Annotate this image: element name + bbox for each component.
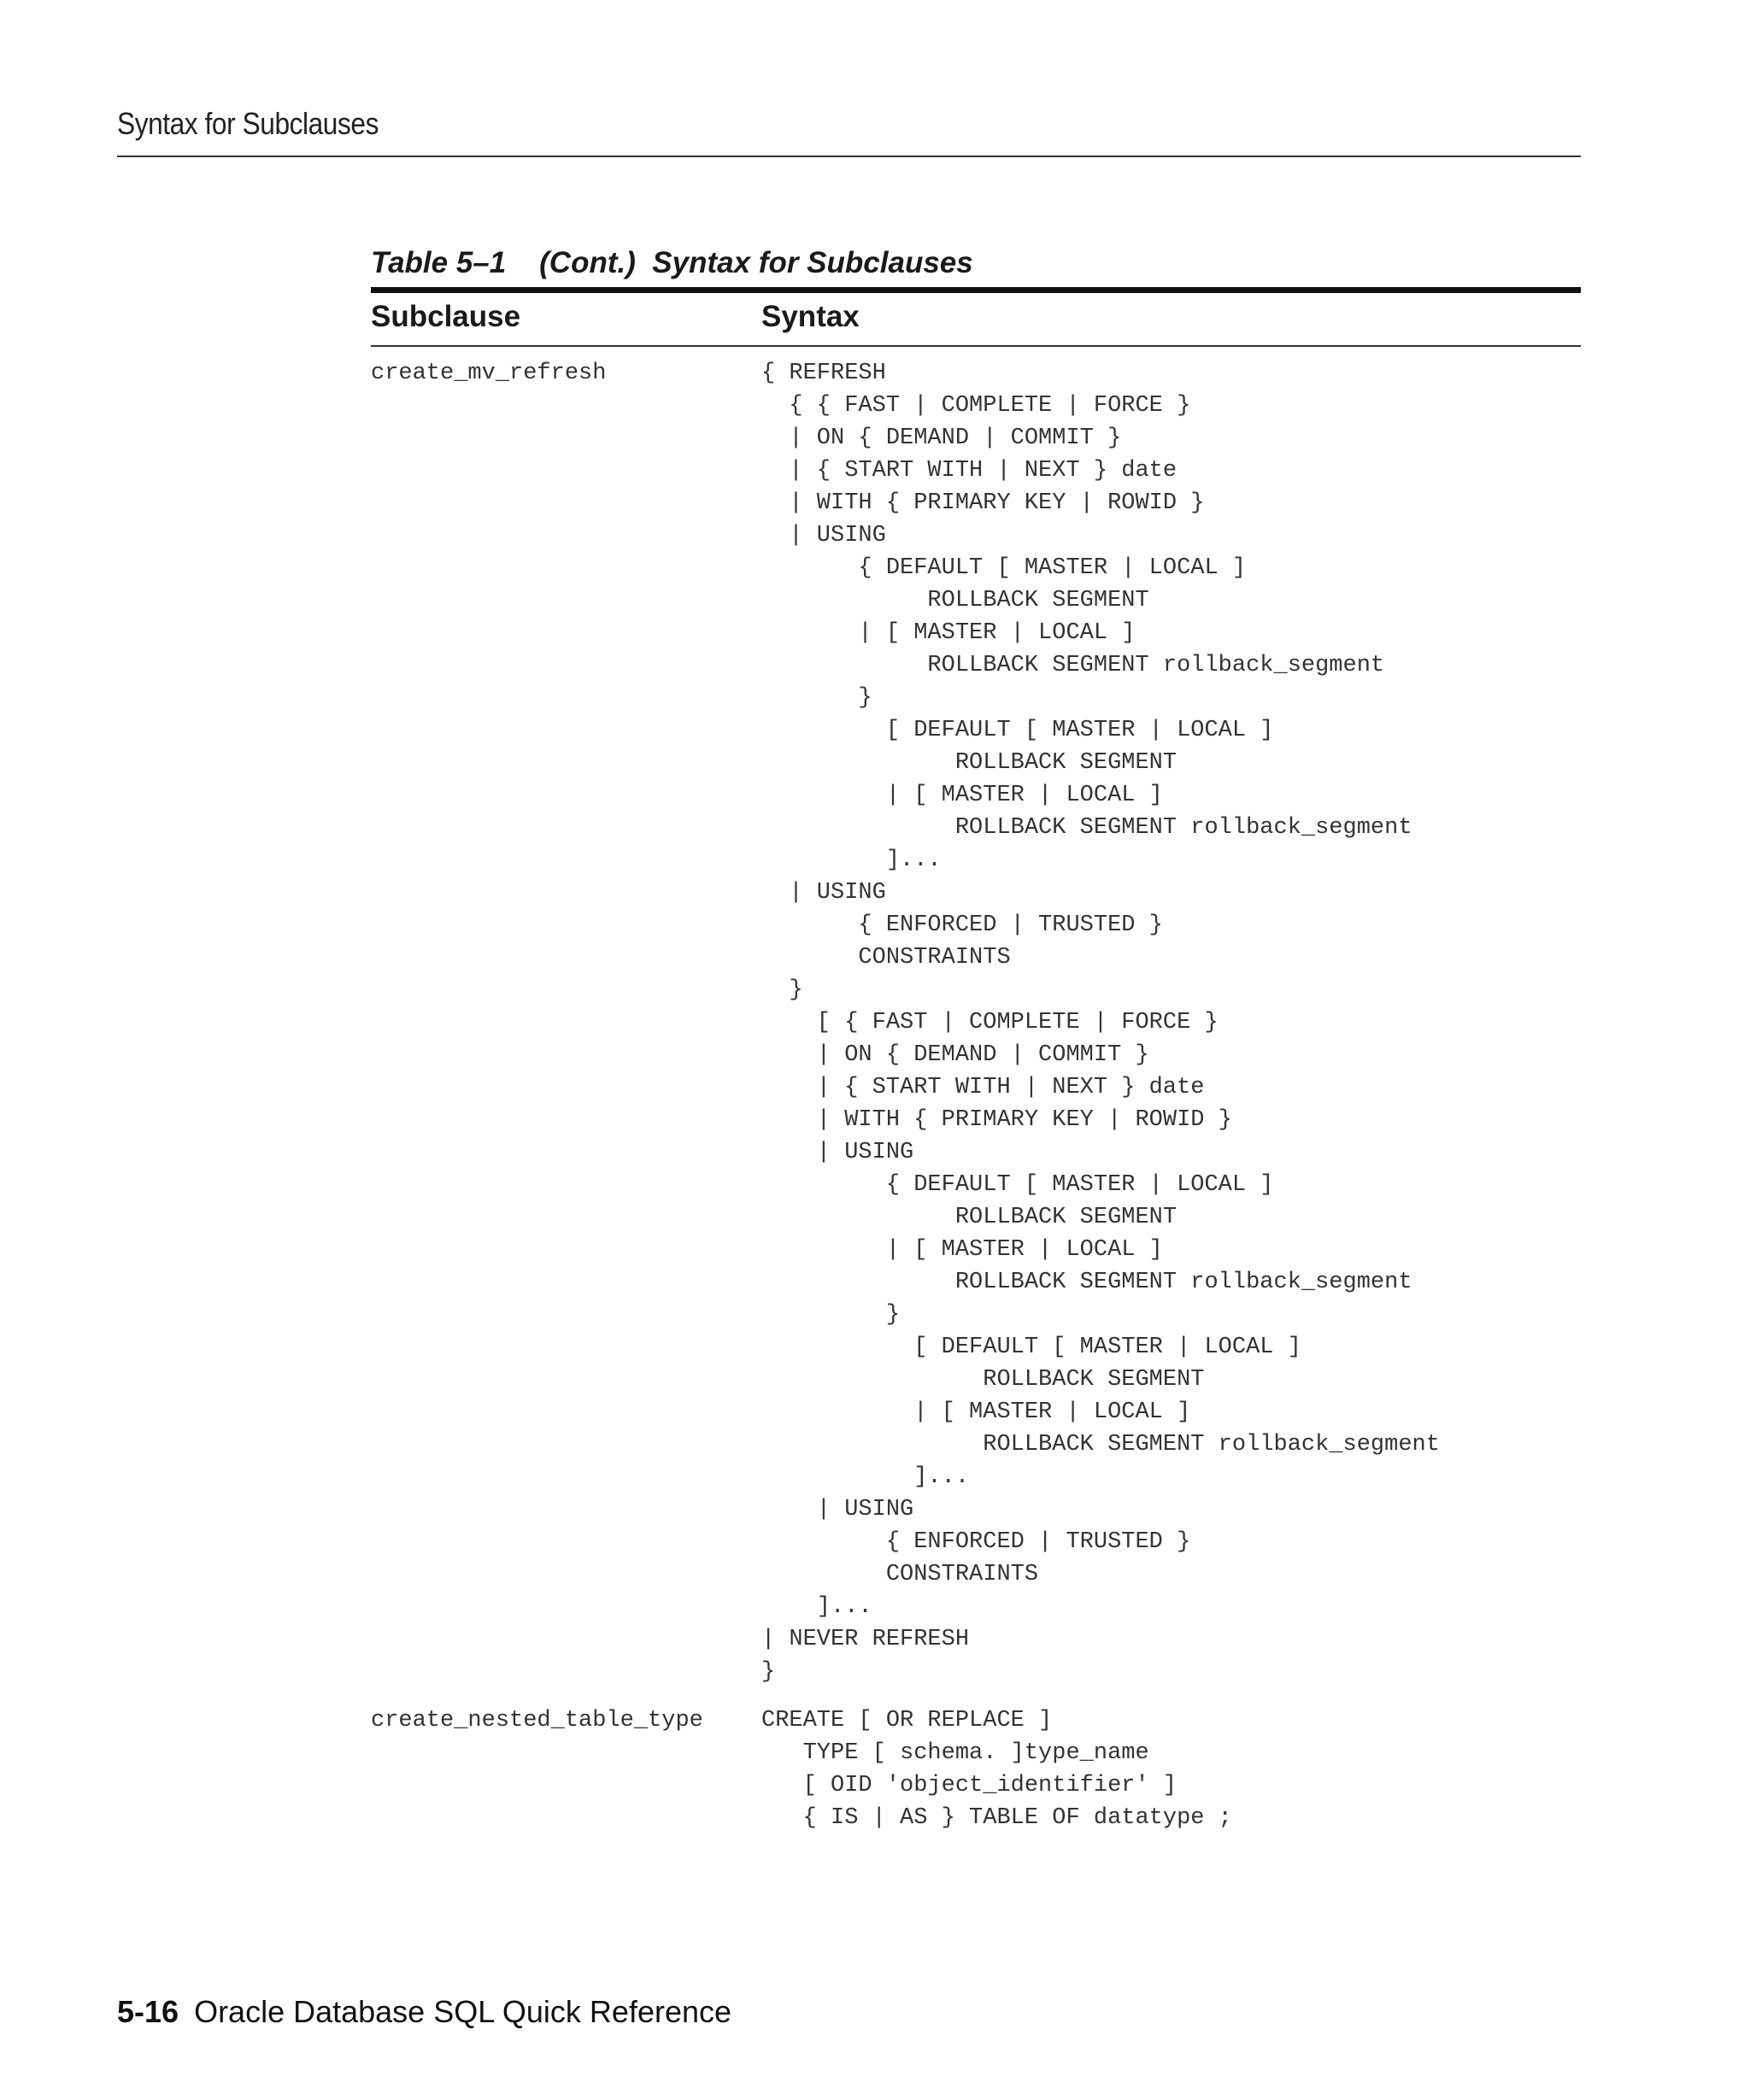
syntax-table <box>371 243 1581 1834</box>
table-row <box>371 1704 1581 1834</box>
page-footer <box>117 1994 731 2030</box>
subclause-name: create_nested_table_type <box>371 1708 703 1733</box>
table-caption: Table 5–1 (Cont.) Syntax for Subclauses <box>371 246 973 279</box>
subclause-name: create_mv_refresh <box>371 361 607 386</box>
column-header-subclause: Subclause <box>371 300 521 333</box>
table-top-rule <box>371 287 1581 293</box>
table-header-row <box>371 293 1581 347</box>
syntax-code: CREATE [ OR REPLACE ] TYPE [ schema. ]type_name [ OID 'object_identifier' ] { IS | AS } TABLE OF datatype ; <box>761 1708 1232 1831</box>
running-head: Syntax for Subclauses <box>117 106 379 141</box>
header-rule <box>117 155 1581 157</box>
column-header-syntax: Syntax <box>761 300 860 333</box>
book-title: Oracle Database SQL Quick Reference <box>194 1994 732 2029</box>
table-row <box>371 357 1581 1688</box>
page-number: 5-16 <box>117 1994 179 2029</box>
syntax-code: { REFRESH { { FAST | COMPLETE | FORCE } | ON { DEMAND | COMMIT } | { START WITH | NEXT } date | WITH { PRIMARY KEY | ROWID } | USING { DEFAULT [ MASTER | LOCAL ] ROLLBACK SEGMENT | [ MASTER | LOCAL ] ROLLBACK SEGMENT rollback_segment } [ DEFAULT [ MASTER | LOCAL ] ROLLBACK SEGMENT | [ MASTER | LOCAL ] ROLLBACK SEGMENT rollback_segment ]... | USING { ENFORCED | TRUSTED } CONSTRAINTS } [ { FAST | COMPLETE | FORCE } | ON { DEMAND | COMMIT } | { START WITH | NEXT } date | WITH { PRIMARY KEY | ROWID } | USING { DEFAULT [ MASTER | LOCAL ] ROLLBACK SEGMENT | [ MASTER | LOCAL ] ROLLBACK SEGMENT rollback_segment } [ DEFAULT [ MASTER | LOCAL ] ROLLBACK SEGMENT | [ MASTER | LOCAL ] ROLLBACK SEGMENT rollback_segment ]... | USING { ENFORCED | TRUSTED } CONSTRAINTS ]... | NEVER REFRESH } <box>761 361 1440 1685</box>
